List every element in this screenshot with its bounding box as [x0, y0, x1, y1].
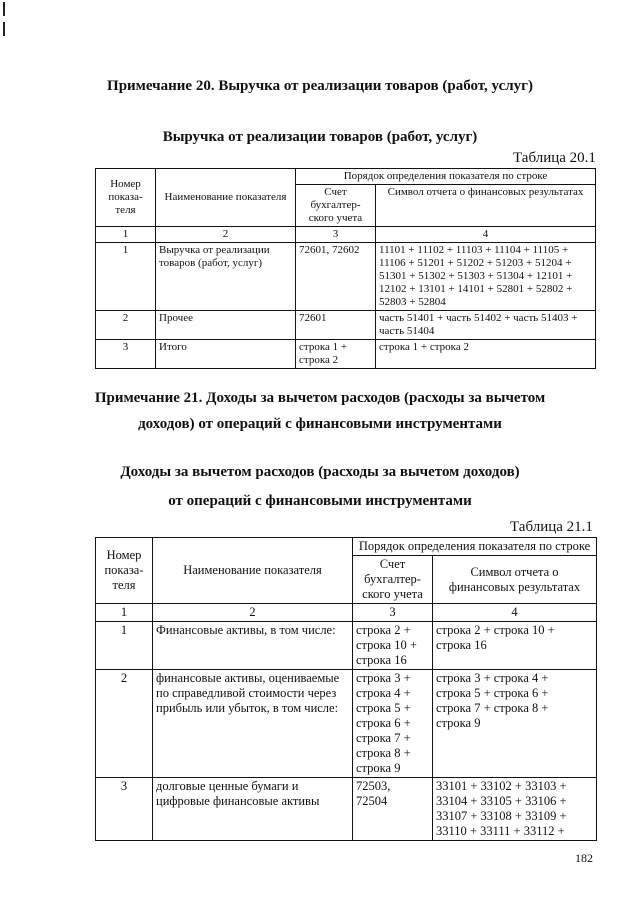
row-account: 72601: [296, 311, 376, 340]
row-account: 72503, 72504: [353, 778, 433, 841]
header-number: Номер показа-теля: [96, 538, 153, 604]
column-number: 2: [156, 227, 296, 243]
row-number: 2: [96, 670, 153, 778]
header-name: Наименование показателя: [153, 538, 353, 604]
header-order: Порядок определения показателя по строке: [296, 169, 596, 185]
row-number: 3: [96, 340, 156, 369]
row-symbol: строка 2 + строка 10 + строка 16: [433, 622, 597, 670]
table-row: [96, 778, 597, 841]
row-symbol: строка 3 + строка 4 + строка 5 + строка 6 + строка 7 + строка 8 + строка 9: [433, 670, 597, 778]
margin-mark: [3, 22, 5, 36]
header-symbol: Символ отчета о финансовых результатах: [376, 185, 596, 227]
note-21-title-line-2: доходов) от операций с финансовыми инструментами: [138, 416, 502, 432]
column-number-row: [96, 604, 597, 622]
note-21-title-line-1: Примечание 21. Доходы за вычетом расходов (расходы за вычетом: [94, 390, 546, 406]
table-20-1-label: Таблица 20.1: [513, 150, 596, 166]
row-name: Выручка от реализации товаров (работ, услуг): [156, 243, 296, 311]
row-number: 3: [96, 778, 153, 841]
note-20-subtitle: Выручка от реализации товаров (работ, услуг): [162, 129, 478, 145]
note-20-title: Примечание 20. Выручка от реализации товаров (работ, услуг): [107, 78, 533, 94]
note-21-subtitle-line-2: от операций с финансовыми инструментами: [168, 493, 472, 509]
table-row: [96, 670, 597, 778]
table-row: [96, 340, 596, 369]
row-name: Прочее: [156, 311, 296, 340]
column-number: 1: [96, 604, 153, 622]
column-number-row: [96, 227, 596, 243]
row-account: строка 2 + строка 10 + строка 16: [353, 622, 433, 670]
header-name: Наименование показателя: [156, 169, 296, 227]
row-number: 2: [96, 311, 156, 340]
margin-mark: [3, 2, 5, 16]
row-symbol: 33101 + 33102 + 33103 + 33104 + 33105 + 33106 + 33107 + 33108 + 33109 + 33110 + 33111 + 33112 +: [433, 778, 597, 841]
row-name: долговые ценные бумаги и цифровые финансовые активы: [153, 778, 353, 841]
column-number: 2: [153, 604, 353, 622]
note-21-subtitle-line-1: Доходы за вычетом расходов (расходы за вычетом доходов): [120, 464, 520, 480]
row-symbol: 11101 + 11102 + 11103 + 11104 + 11105 + 11106 + 51201 + 51202 + 51203 + 51204 + 51301 + 51302 + 51303 + 51304 + 12101 + 12102 + 13101 + 14101 + 52801 + 52802 + 52803 + 52804: [376, 243, 596, 311]
table-row: [96, 243, 596, 311]
table-row: [96, 622, 597, 670]
header-account: Счет бухгалтер-ского учета: [353, 556, 433, 604]
row-name: финансовые активы, оцениваемые по справедливой стоимости через прибыль или убыток, в том числе:: [153, 670, 353, 778]
column-number: 4: [376, 227, 596, 243]
table-21-1: [95, 537, 597, 841]
column-number: 3: [296, 227, 376, 243]
row-number: 1: [96, 243, 156, 311]
row-name: Итого: [156, 340, 296, 369]
row-account: 72601, 72602: [296, 243, 376, 311]
table-row: [96, 311, 596, 340]
header-symbol: Символ отчета о финансовых результатах: [433, 556, 597, 604]
header-number: Номер показа-теля: [96, 169, 156, 227]
row-account: строка 1 + строка 2: [296, 340, 376, 369]
row-symbol: строка 1 + строка 2: [376, 340, 596, 369]
table-20-1: [95, 168, 596, 369]
table-21-1-label: Таблица 21.1: [510, 519, 593, 535]
column-number: 4: [433, 604, 597, 622]
row-number: 1: [96, 622, 153, 670]
column-number: 3: [353, 604, 433, 622]
header-account: Счет бухгалтер-ского учета: [296, 185, 376, 227]
column-number: 1: [96, 227, 156, 243]
row-name: Финансовые активы, в том числе:: [153, 622, 353, 670]
header-order: Порядок определения показателя по строке: [353, 538, 597, 556]
page-number: 182: [575, 851, 593, 865]
row-account: строка 3 + строка 4 + строка 5 + строка 6 + строка 7 + строка 8 + строка 9: [353, 670, 433, 778]
row-symbol: часть 51401 + часть 51402 + часть 51403 + часть 51404: [376, 311, 596, 340]
